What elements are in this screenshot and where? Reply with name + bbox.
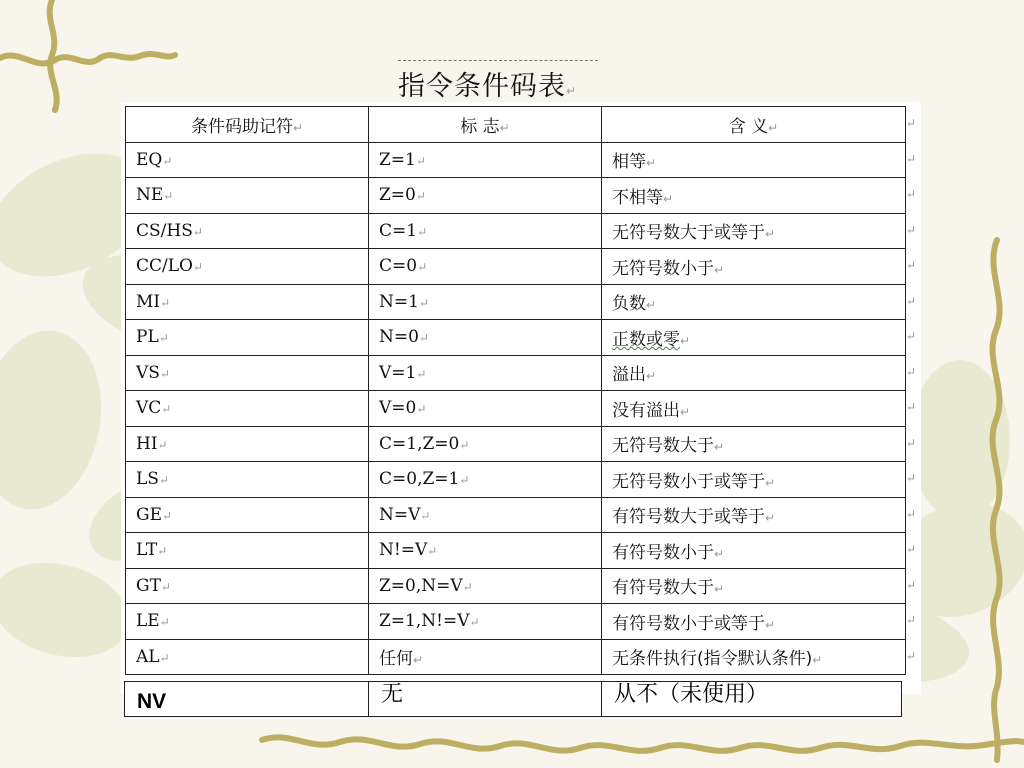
cell-meaning: 无条件执行(指令默认条件)↵	[602, 639, 906, 675]
table-row	[126, 462, 906, 498]
cell-meaning: 有符号数大于↵	[602, 568, 906, 604]
cell-meaning: 有符号数小于↵	[602, 533, 906, 569]
row-end-mark-icon: ↵	[906, 435, 917, 450]
cell-flag: C=1↵	[369, 213, 602, 249]
cell-flag: 任何↵	[369, 639, 602, 675]
row-end-mark-icon: ↵	[906, 577, 917, 592]
table-row	[126, 178, 906, 214]
cell-flag: N=0↵	[369, 320, 602, 356]
cell-flag: Z=1↵	[369, 142, 602, 178]
cell-code: EQ↵	[126, 142, 369, 178]
cell-flag: V=1↵	[369, 355, 602, 391]
table-row	[126, 568, 906, 604]
table-row	[126, 604, 906, 640]
table-row	[126, 426, 906, 462]
cell-code: PL↵	[126, 320, 369, 356]
header-meaning: 含 义↵	[602, 107, 906, 143]
row-end-mark-icon: ↵	[906, 329, 917, 343]
cell-meaning: 无符号数大于↵	[602, 426, 906, 462]
table-row	[126, 320, 906, 356]
row-end-mark-icon: ↵	[906, 222, 917, 237]
cell-code: GT↵	[126, 568, 369, 604]
row-end-mark-icon: ↵	[906, 471, 917, 485]
row-end-mark-icon: ↵	[906, 258, 917, 272]
cell-code: VS↵	[126, 355, 369, 391]
table-row	[126, 497, 906, 533]
row-end-mark-icon: ↵	[906, 542, 917, 556]
cell-code: NE↵	[126, 178, 369, 214]
cell-meaning: 无符号数大于或等于↵	[602, 213, 906, 249]
cell-flag: C=0↵	[369, 249, 602, 285]
row-end-mark-icon: ↵	[906, 293, 917, 308]
slide-title-text: 指令条件码表	[398, 71, 566, 102]
cell-meaning: 有符号数小于或等于↵	[602, 604, 906, 640]
table-row	[126, 142, 906, 178]
table-row	[126, 249, 906, 285]
slide-title	[398, 60, 598, 102]
cell-flag: N=V↵	[369, 497, 602, 533]
cell-flag: V=0↵	[369, 391, 602, 427]
cell-meaning: 正数或零↵	[602, 320, 906, 356]
cell-code: LT↵	[126, 533, 369, 569]
condition-code-table	[125, 106, 906, 675]
header-mnemonic: 条件码助记符↵	[126, 107, 369, 143]
nv-flag: 无	[369, 682, 602, 716]
nv-code: NV	[125, 682, 369, 716]
cell-meaning: 无符号数小于或等于↵	[602, 462, 906, 498]
table-header-row	[126, 107, 906, 143]
cell-code: AL↵	[126, 639, 369, 675]
cell-flag: N!=V↵	[369, 533, 602, 569]
cell-meaning: 溢出↵	[602, 355, 906, 391]
row-end-mark-icon: ↵	[906, 613, 917, 627]
cell-meaning: 负数↵	[602, 284, 906, 320]
cell-code: LS↵	[126, 462, 369, 498]
table-row	[126, 391, 906, 427]
table-row	[126, 355, 906, 391]
cell-flag: Z=0,N=V↵	[369, 568, 602, 604]
cell-code: CC/LO↵	[126, 249, 369, 285]
table-row	[126, 213, 906, 249]
row-end-mark-icon: ↵	[906, 648, 917, 663]
cell-code: HI↵	[126, 426, 369, 462]
cell-meaning: 不相等↵	[602, 178, 906, 214]
row-end-mark-icon: ↵	[906, 364, 917, 379]
cell-code: MI↵	[126, 284, 369, 320]
cell-code: GE↵	[126, 497, 369, 533]
cell-flag: C=1,Z=0↵	[369, 426, 602, 462]
nv-row	[124, 681, 902, 717]
row-end-mark-icon: ↵	[906, 506, 917, 521]
row-end-mark-icon: ↵	[906, 400, 917, 414]
cell-flag: N=1↵	[369, 284, 602, 320]
table-row	[126, 284, 906, 320]
header-flag: 标 志↵	[369, 107, 602, 143]
table-row	[126, 639, 906, 675]
cell-code: VC↵	[126, 391, 369, 427]
cell-meaning: 没有溢出↵	[602, 391, 906, 427]
row-end-mark-icon: ↵	[906, 116, 917, 130]
nv-meaning: 从不（未使用）	[614, 682, 769, 707]
row-end-mark-icon: ↵	[906, 151, 917, 166]
cell-flag: Z=0↵	[369, 178, 602, 214]
cell-code: CS/HS↵	[126, 213, 369, 249]
cell-code: LE↵	[126, 604, 369, 640]
paragraph-mark-icon: ↵	[566, 84, 578, 98]
row-end-marks	[906, 106, 920, 674]
row-end-mark-icon: ↵	[906, 187, 917, 201]
cell-meaning: 相等↵	[602, 142, 906, 178]
table-row	[126, 533, 906, 569]
cell-flag: Z=1,N!=V↵	[369, 604, 602, 640]
cell-meaning: 有符号数大于或等于↵	[602, 497, 906, 533]
cell-flag: C=0,Z=1↵	[369, 462, 602, 498]
cell-meaning: 无符号数小于↵	[602, 249, 906, 285]
